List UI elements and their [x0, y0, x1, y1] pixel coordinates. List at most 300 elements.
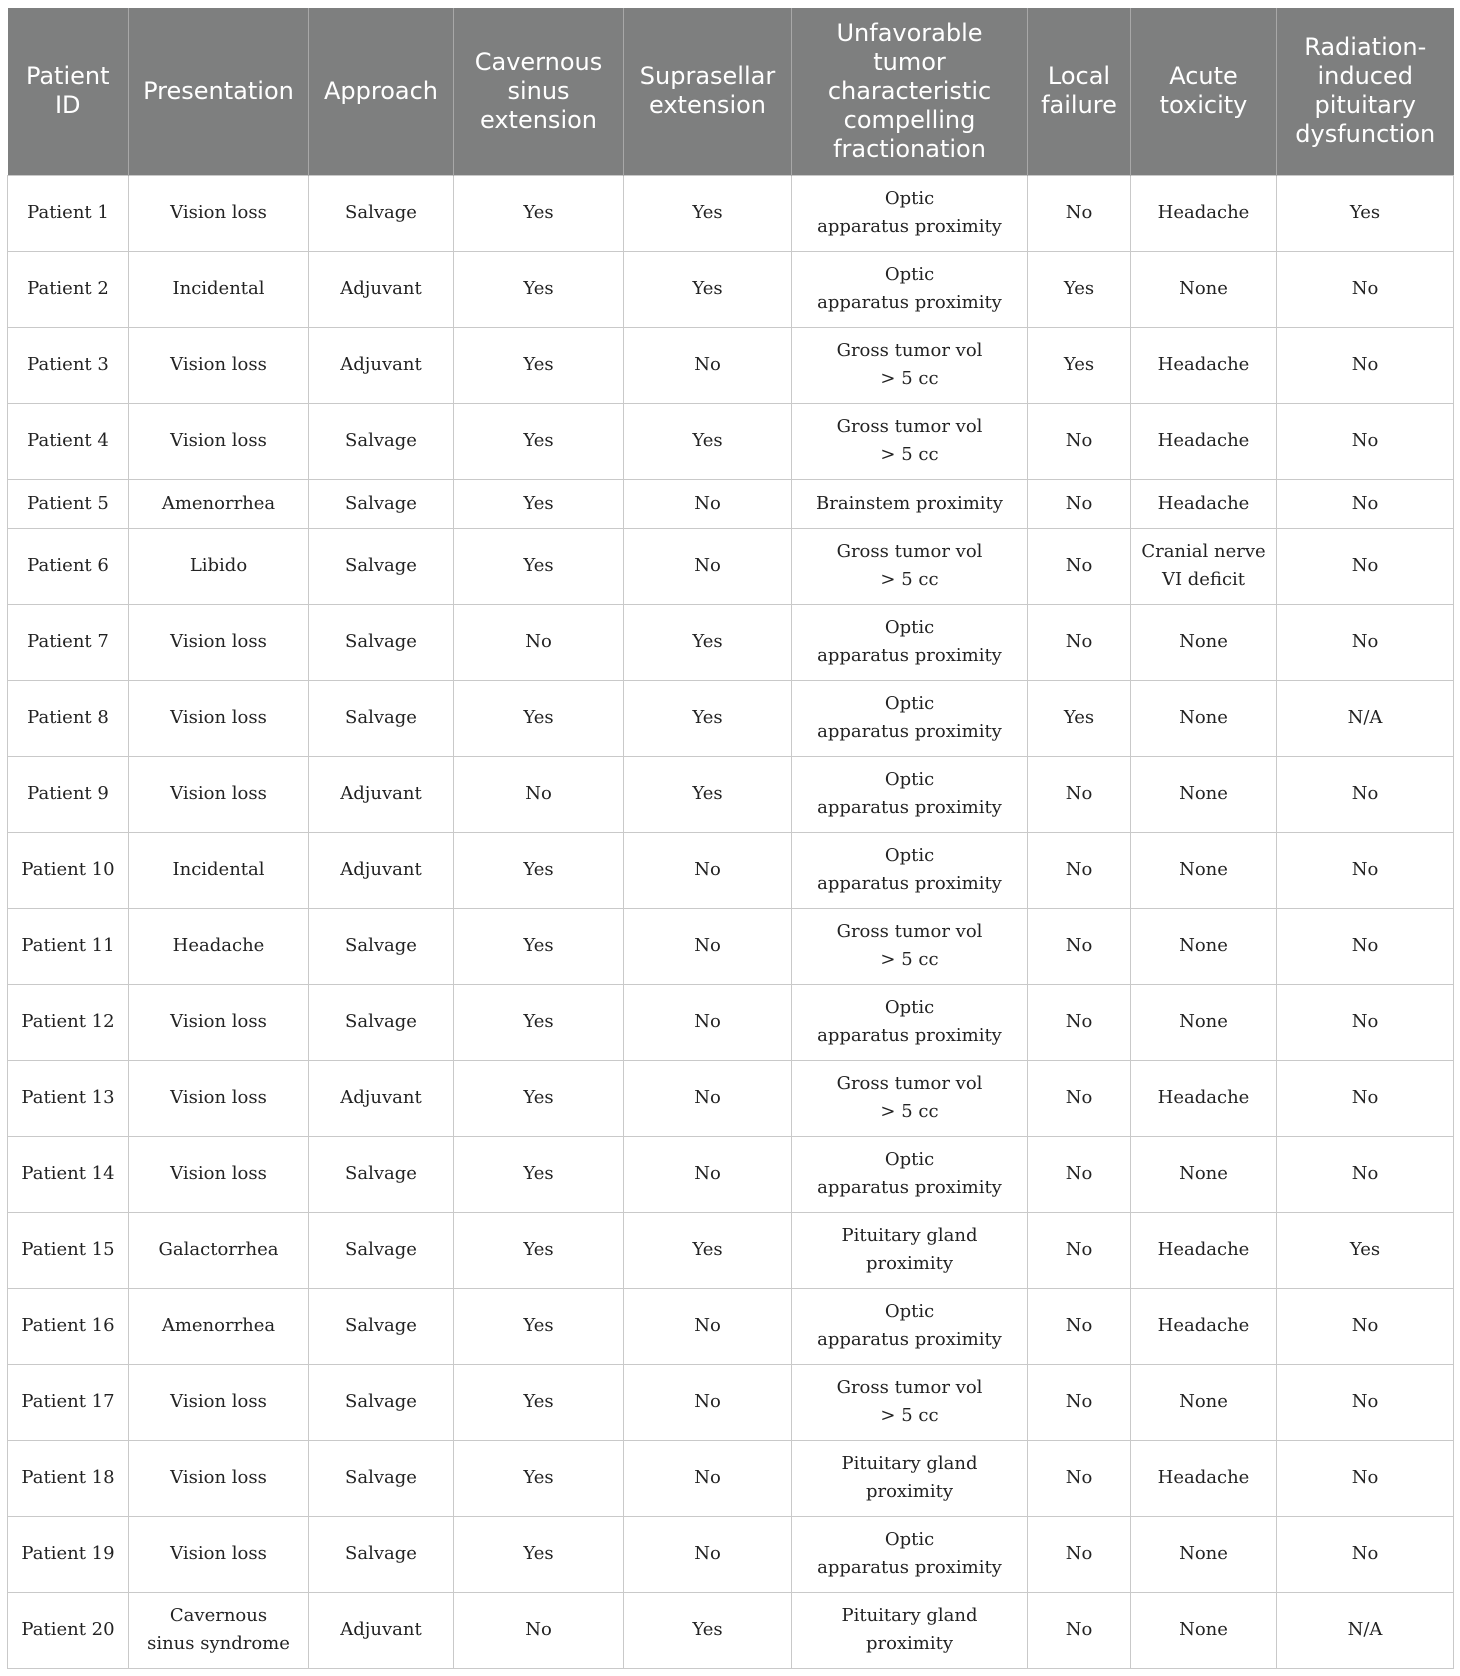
cell-presentation-text: Incidental [172, 859, 265, 880]
cell-acute-toxicity [1131, 1592, 1277, 1668]
cell-pituitary-dysfunction [1277, 1212, 1454, 1288]
cell-presentation-text: Galactorrhea [158, 1239, 279, 1260]
cell-suprasellar [624, 680, 792, 756]
cell-approach [309, 1060, 454, 1136]
cell-acute-toxicity-text: None [1179, 278, 1228, 299]
cell-local-failure-text: No [1065, 1315, 1093, 1336]
cell-pituitary-dysfunction-text: No [1351, 278, 1379, 299]
header-row [8, 8, 1454, 175]
table-row [8, 1288, 1454, 1364]
cell-suprasellar-text: No [694, 1467, 721, 1488]
cell-presentation-text: Vision loss [170, 783, 267, 804]
cell-acute-toxicity-text: Headache [1157, 430, 1250, 451]
cell-suprasellar-text: No [694, 935, 721, 956]
cell-patient-id-text: Patient 10 [21, 859, 115, 880]
cell-unfavorable-characteristic [792, 984, 1028, 1060]
cell-acute-toxicity [1131, 1136, 1277, 1212]
cell-unfavorable-characteristic-text: Optic apparatus proximity [817, 1149, 1002, 1198]
header-suprasellar-extension [624, 8, 792, 175]
cell-unfavorable-characteristic-text: Optic apparatus proximity [817, 617, 1002, 666]
cell-cavernous-sinus-text: Yes [523, 1087, 554, 1108]
cell-patient-id-text: Patient 8 [27, 707, 109, 728]
cell-patient-id-text: Patient 12 [21, 1011, 115, 1032]
header-pituitary-dysfunction-label: Radiation- induced pituitary dysfunction [1295, 33, 1436, 149]
cell-suprasellar-text: Yes [692, 430, 723, 451]
cell-presentation [129, 479, 309, 528]
cell-cavernous-sinus [454, 1212, 624, 1288]
cell-approach [309, 327, 454, 403]
cell-unfavorable-characteristic [792, 680, 1028, 756]
cell-suprasellar [624, 1516, 792, 1592]
cell-presentation [129, 175, 309, 251]
cell-suprasellar [624, 1060, 792, 1136]
cell-pituitary-dysfunction [1277, 1136, 1454, 1212]
header-patient-id [8, 8, 129, 175]
cell-unfavorable-characteristic-text: Brainstem proximity [816, 492, 1003, 514]
cell-acute-toxicity-text: None [1179, 1163, 1228, 1184]
cell-cavernous-sinus-text: Yes [523, 1315, 554, 1336]
cell-presentation-text: Libido [189, 555, 248, 576]
header-cavernous-sinus-extension [454, 8, 624, 175]
table-row [8, 175, 1454, 251]
header-acute-toxicity [1131, 8, 1277, 175]
cell-approach [309, 1212, 454, 1288]
cell-presentation [129, 908, 309, 984]
header-unfavorable-characteristic [792, 8, 1028, 175]
cell-pituitary-dysfunction-text: No [1351, 1011, 1379, 1032]
cell-unfavorable-characteristic-text: Gross tumor vol > 5 cc [836, 416, 983, 465]
table-row [8, 832, 1454, 908]
cell-patient-id [8, 1440, 129, 1516]
cell-presentation [129, 1364, 309, 1440]
cell-suprasellar [624, 604, 792, 680]
cell-local-failure [1028, 528, 1131, 604]
cell-presentation [129, 1516, 309, 1592]
cell-unfavorable-characteristic-text: Pituitary gland proximity [841, 1605, 978, 1654]
cell-local-failure [1028, 403, 1131, 479]
cell-pituitary-dysfunction [1277, 251, 1454, 327]
cell-cavernous-sinus [454, 1440, 624, 1516]
cell-local-failure-text: No [1065, 783, 1093, 804]
cell-cavernous-sinus [454, 327, 624, 403]
table-row [8, 604, 1454, 680]
cell-local-failure-text: No [1065, 1163, 1093, 1184]
cell-suprasellar [624, 479, 792, 528]
cell-suprasellar [624, 1440, 792, 1516]
cell-patient-id [8, 680, 129, 756]
cell-cavernous-sinus-text: No [525, 783, 552, 804]
cell-pituitary-dysfunction [1277, 680, 1454, 756]
cell-acute-toxicity [1131, 1212, 1277, 1288]
cell-pituitary-dysfunction [1277, 479, 1454, 528]
cell-acute-toxicity [1131, 1516, 1277, 1592]
cell-presentation [129, 680, 309, 756]
table-row [8, 984, 1454, 1060]
cell-acute-toxicity [1131, 984, 1277, 1060]
cell-cavernous-sinus-text: Yes [523, 935, 554, 956]
cell-approach-text: Salvage [345, 430, 417, 451]
cell-patient-id [8, 1592, 129, 1668]
cell-approach [309, 1592, 454, 1668]
cell-cavernous-sinus [454, 680, 624, 756]
cell-pituitary-dysfunction [1277, 908, 1454, 984]
cell-acute-toxicity [1131, 1440, 1277, 1516]
cell-cavernous-sinus-text: Yes [523, 202, 554, 223]
cell-approach [309, 984, 454, 1060]
cell-unfavorable-characteristic [792, 1288, 1028, 1364]
cell-cavernous-sinus-text: Yes [523, 1391, 554, 1412]
cell-acute-toxicity-text: None [1179, 783, 1228, 804]
cell-acute-toxicity-text: Cranial nerve VI deficit [1141, 541, 1266, 590]
cell-approach-text: Adjuvant [340, 783, 422, 804]
cell-unfavorable-characteristic [792, 1440, 1028, 1516]
table-row [8, 403, 1454, 479]
cell-unfavorable-characteristic-text: Pituitary gland proximity [841, 1225, 978, 1274]
cell-suprasellar-text: Yes [692, 631, 723, 652]
cell-acute-toxicity [1131, 327, 1277, 403]
table-row [8, 1440, 1454, 1516]
cell-unfavorable-characteristic-text: Optic apparatus proximity [817, 188, 1002, 237]
cell-approach-text: Salvage [345, 1163, 417, 1184]
cell-patient-id [8, 1060, 129, 1136]
cell-local-failure [1028, 251, 1131, 327]
cell-presentation-text: Vision loss [170, 1163, 267, 1184]
cell-patient-id-text: Patient 3 [27, 354, 109, 375]
cell-pituitary-dysfunction [1277, 403, 1454, 479]
cell-approach [309, 1364, 454, 1440]
cell-cavernous-sinus [454, 1592, 624, 1668]
cell-presentation [129, 1060, 309, 1136]
cell-cavernous-sinus [454, 1288, 624, 1364]
cell-cavernous-sinus-text: Yes [523, 707, 554, 728]
header-presentation [129, 8, 309, 175]
cell-approach-text: Salvage [345, 555, 417, 576]
cell-presentation [129, 756, 309, 832]
cell-presentation-text: Vision loss [170, 1087, 267, 1108]
patient-table [7, 8, 1454, 1669]
cell-unfavorable-characteristic [792, 479, 1028, 528]
cell-unfavorable-characteristic [792, 403, 1028, 479]
header-patient-id-label: Patient ID [25, 62, 110, 120]
cell-local-failure [1028, 984, 1131, 1060]
cell-patient-id [8, 908, 129, 984]
cell-cavernous-sinus [454, 1060, 624, 1136]
cell-suprasellar-text: No [694, 492, 721, 514]
cell-suprasellar [624, 984, 792, 1060]
header-local-failure-label: Local failure [1041, 62, 1117, 120]
cell-unfavorable-characteristic [792, 832, 1028, 908]
cell-local-failure [1028, 1060, 1131, 1136]
cell-approach-text: Adjuvant [340, 859, 422, 880]
cell-local-failure-text: No [1065, 1391, 1093, 1412]
cell-acute-toxicity [1131, 251, 1277, 327]
cell-approach [309, 604, 454, 680]
cell-suprasellar [624, 756, 792, 832]
cell-acute-toxicity [1131, 756, 1277, 832]
cell-patient-id [8, 403, 129, 479]
header-local-failure [1028, 8, 1131, 175]
table-row [8, 1136, 1454, 1212]
header-suprasellar-extension-label: Suprasellar extension [639, 62, 776, 120]
cell-acute-toxicity [1131, 908, 1277, 984]
cell-acute-toxicity-text: Headache [1157, 202, 1250, 223]
cell-presentation [129, 604, 309, 680]
cell-pituitary-dysfunction-text: No [1351, 354, 1379, 375]
table-row [8, 1212, 1454, 1288]
cell-local-failure [1028, 327, 1131, 403]
cell-approach [309, 479, 454, 528]
cell-presentation-text: Amenorrhea [161, 492, 276, 514]
cell-presentation [129, 1136, 309, 1212]
cell-pituitary-dysfunction [1277, 1060, 1454, 1136]
cell-cavernous-sinus [454, 832, 624, 908]
header-acute-toxicity-label: Acute toxicity [1159, 62, 1248, 120]
cell-local-failure-text: Yes [1063, 278, 1095, 299]
cell-presentation-text: Incidental [172, 278, 265, 299]
cell-patient-id-text: Patient 11 [21, 935, 115, 956]
cell-approach-text: Salvage [345, 1315, 417, 1336]
cell-local-failure [1028, 1136, 1131, 1212]
cell-suprasellar-text: No [694, 1391, 721, 1412]
cell-patient-id [8, 1516, 129, 1592]
cell-suprasellar-text: No [694, 1315, 721, 1336]
cell-patient-id-text: Patient 6 [27, 555, 109, 576]
table-row [8, 528, 1454, 604]
cell-cavernous-sinus [454, 984, 624, 1060]
cell-suprasellar-text: No [694, 859, 721, 880]
cell-suprasellar-text: No [694, 1163, 721, 1184]
table-row [8, 1592, 1454, 1668]
cell-local-failure-text: Yes [1063, 354, 1095, 375]
cell-local-failure [1028, 756, 1131, 832]
cell-local-failure-text: No [1065, 1543, 1093, 1564]
header-presentation-label: Presentation [143, 76, 294, 105]
cell-presentation [129, 832, 309, 908]
cell-acute-toxicity [1131, 832, 1277, 908]
cell-patient-id [8, 1136, 129, 1212]
cell-approach [309, 1288, 454, 1364]
cell-cavernous-sinus-text: Yes [523, 354, 554, 375]
cell-acute-toxicity [1131, 479, 1277, 528]
cell-suprasellar [624, 528, 792, 604]
cell-patient-id [8, 479, 129, 528]
cell-unfavorable-characteristic-text: Pituitary gland proximity [841, 1453, 978, 1502]
cell-suprasellar-text: No [694, 1011, 721, 1032]
cell-pituitary-dysfunction-text: No [1351, 1391, 1379, 1412]
cell-approach [309, 756, 454, 832]
header-unfavorable-characteristic-label: Unfavorable tumor characteristic compelling fractionation [827, 18, 992, 163]
cell-approach [309, 1440, 454, 1516]
cell-unfavorable-characteristic [792, 1136, 1028, 1212]
cell-cavernous-sinus [454, 604, 624, 680]
cell-local-failure-text: No [1065, 935, 1093, 956]
cell-patient-id [8, 327, 129, 403]
cell-unfavorable-characteristic-text: Optic apparatus proximity [817, 1529, 1002, 1578]
cell-suprasellar [624, 1288, 792, 1364]
cell-local-failure-text: No [1065, 631, 1093, 652]
cell-cavernous-sinus-text: Yes [523, 1543, 554, 1564]
cell-patient-id-text: Patient 19 [21, 1543, 115, 1564]
cell-suprasellar-text: No [694, 555, 721, 576]
cell-cavernous-sinus-text: Yes [523, 492, 554, 514]
cell-pituitary-dysfunction-text: No [1351, 631, 1379, 652]
cell-acute-toxicity-text: Headache [1157, 354, 1250, 375]
cell-local-failure-text: No [1065, 859, 1093, 880]
table-row [8, 680, 1454, 756]
cell-local-failure [1028, 1364, 1131, 1440]
cell-presentation-text: Amenorrhea [161, 1315, 276, 1336]
cell-acute-toxicity-text: Headache [1157, 1315, 1250, 1336]
cell-approach-text: Salvage [345, 631, 417, 652]
cell-suprasellar [624, 175, 792, 251]
cell-cavernous-sinus-text: Yes [523, 1011, 554, 1032]
cell-suprasellar [624, 327, 792, 403]
table-row [8, 756, 1454, 832]
cell-pituitary-dysfunction [1277, 1592, 1454, 1668]
cell-presentation-text: Vision loss [170, 430, 267, 451]
cell-local-failure [1028, 175, 1131, 251]
cell-cavernous-sinus [454, 1364, 624, 1440]
cell-local-failure-text: No [1065, 492, 1093, 514]
cell-suprasellar-text: Yes [692, 278, 723, 299]
cell-unfavorable-characteristic [792, 1592, 1028, 1668]
cell-presentation [129, 1212, 309, 1288]
cell-local-failure-text: No [1065, 1619, 1093, 1640]
cell-patient-id [8, 832, 129, 908]
cell-local-failure-text: Yes [1063, 707, 1095, 728]
cell-pituitary-dysfunction-text: N/A [1347, 707, 1383, 728]
patient-table-container [7, 8, 1453, 1669]
cell-suprasellar-text: Yes [692, 1239, 723, 1260]
cell-patient-id [8, 756, 129, 832]
table-row [8, 327, 1454, 403]
cell-unfavorable-characteristic [792, 756, 1028, 832]
cell-cavernous-sinus-text: Yes [523, 430, 554, 451]
cell-patient-id [8, 1212, 129, 1288]
cell-acute-toxicity [1131, 680, 1277, 756]
cell-acute-toxicity-text: None [1179, 707, 1228, 728]
cell-acute-toxicity-text: None [1179, 1011, 1228, 1032]
table-row [8, 908, 1454, 984]
cell-acute-toxicity-text: Headache [1157, 1467, 1250, 1488]
cell-approach [309, 908, 454, 984]
table-row [8, 1516, 1454, 1592]
cell-cavernous-sinus-text: Yes [523, 1163, 554, 1184]
cell-patient-id-text: Patient 1 [27, 202, 109, 223]
cell-local-failure-text: No [1065, 1087, 1093, 1108]
cell-approach [309, 403, 454, 479]
cell-unfavorable-characteristic-text: Gross tumor vol > 5 cc [836, 340, 983, 389]
cell-presentation-text: Vision loss [170, 1391, 267, 1412]
cell-suprasellar [624, 1592, 792, 1668]
cell-cavernous-sinus [454, 175, 624, 251]
cell-cavernous-sinus-text: Yes [523, 1239, 554, 1260]
cell-patient-id-text: Patient 20 [21, 1619, 115, 1640]
cell-acute-toxicity-text: Headache [1157, 1087, 1250, 1108]
cell-presentation-text: Vision loss [170, 1467, 267, 1488]
cell-patient-id-text: Patient 14 [21, 1163, 115, 1184]
cell-unfavorable-characteristic [792, 604, 1028, 680]
cell-presentation [129, 528, 309, 604]
cell-pituitary-dysfunction [1277, 756, 1454, 832]
cell-patient-id-text: Patient 4 [27, 430, 109, 451]
cell-presentation-text: Vision loss [170, 202, 267, 223]
cell-suprasellar-text: Yes [692, 1619, 723, 1640]
cell-acute-toxicity [1131, 1060, 1277, 1136]
cell-pituitary-dysfunction [1277, 604, 1454, 680]
cell-approach-text: Salvage [345, 202, 417, 223]
cell-acute-toxicity [1131, 175, 1277, 251]
header-pituitary-dysfunction [1277, 8, 1454, 175]
cell-pituitary-dysfunction-text: No [1351, 492, 1379, 514]
cell-pituitary-dysfunction-text: No [1351, 1087, 1379, 1108]
cell-pituitary-dysfunction [1277, 528, 1454, 604]
cell-suprasellar [624, 1364, 792, 1440]
cell-unfavorable-characteristic [792, 251, 1028, 327]
cell-suprasellar [624, 1136, 792, 1212]
cell-approach [309, 251, 454, 327]
cell-local-failure [1028, 1592, 1131, 1668]
cell-pituitary-dysfunction-text: No [1351, 1543, 1379, 1564]
cell-presentation [129, 984, 309, 1060]
cell-acute-toxicity-text: None [1179, 1543, 1228, 1564]
table-row [8, 1060, 1454, 1136]
cell-approach [309, 528, 454, 604]
cell-suprasellar [624, 251, 792, 327]
cell-local-failure-text: No [1065, 1011, 1093, 1032]
cell-pituitary-dysfunction-text: Yes [1349, 1239, 1381, 1260]
cell-unfavorable-characteristic [792, 1364, 1028, 1440]
cell-presentation [129, 251, 309, 327]
cell-presentation-text: Vision loss [170, 354, 267, 375]
cell-cavernous-sinus [454, 403, 624, 479]
cell-patient-id [8, 251, 129, 327]
cell-cavernous-sinus-text: Yes [523, 859, 554, 880]
cell-patient-id-text: Patient 9 [27, 783, 109, 804]
cell-unfavorable-characteristic-text: Optic apparatus proximity [817, 264, 1002, 313]
cell-approach [309, 680, 454, 756]
cell-presentation [129, 1592, 309, 1668]
cell-presentation-text: Cavernous sinus syndrome [147, 1605, 290, 1654]
cell-cavernous-sinus [454, 528, 624, 604]
cell-pituitary-dysfunction-text: No [1351, 1315, 1379, 1336]
cell-pituitary-dysfunction-text: No [1351, 1467, 1379, 1488]
header-approach [309, 8, 454, 175]
cell-unfavorable-characteristic [792, 528, 1028, 604]
cell-pituitary-dysfunction [1277, 984, 1454, 1060]
cell-approach-text: Adjuvant [340, 354, 422, 375]
cell-approach-text: Salvage [345, 1543, 417, 1564]
cell-suprasellar-text: Yes [692, 783, 723, 804]
cell-local-failure [1028, 604, 1131, 680]
cell-local-failure [1028, 908, 1131, 984]
cell-pituitary-dysfunction [1277, 1364, 1454, 1440]
cell-patient-id [8, 604, 129, 680]
cell-cavernous-sinus [454, 1516, 624, 1592]
cell-pituitary-dysfunction [1277, 1516, 1454, 1592]
cell-local-failure [1028, 1516, 1131, 1592]
cell-acute-toxicity [1131, 1288, 1277, 1364]
cell-unfavorable-characteristic-text: Gross tumor vol > 5 cc [836, 921, 983, 970]
cell-suprasellar-text: No [694, 1087, 721, 1108]
cell-unfavorable-characteristic-text: Optic apparatus proximity [817, 1301, 1002, 1350]
header-approach-label: Approach [323, 76, 439, 105]
cell-presentation-text: Headache [172, 935, 265, 956]
cell-patient-id-text: Patient 5 [27, 492, 109, 514]
cell-local-failure-text: No [1065, 430, 1093, 451]
cell-cavernous-sinus-text: Yes [523, 1467, 554, 1488]
cell-approach [309, 175, 454, 251]
